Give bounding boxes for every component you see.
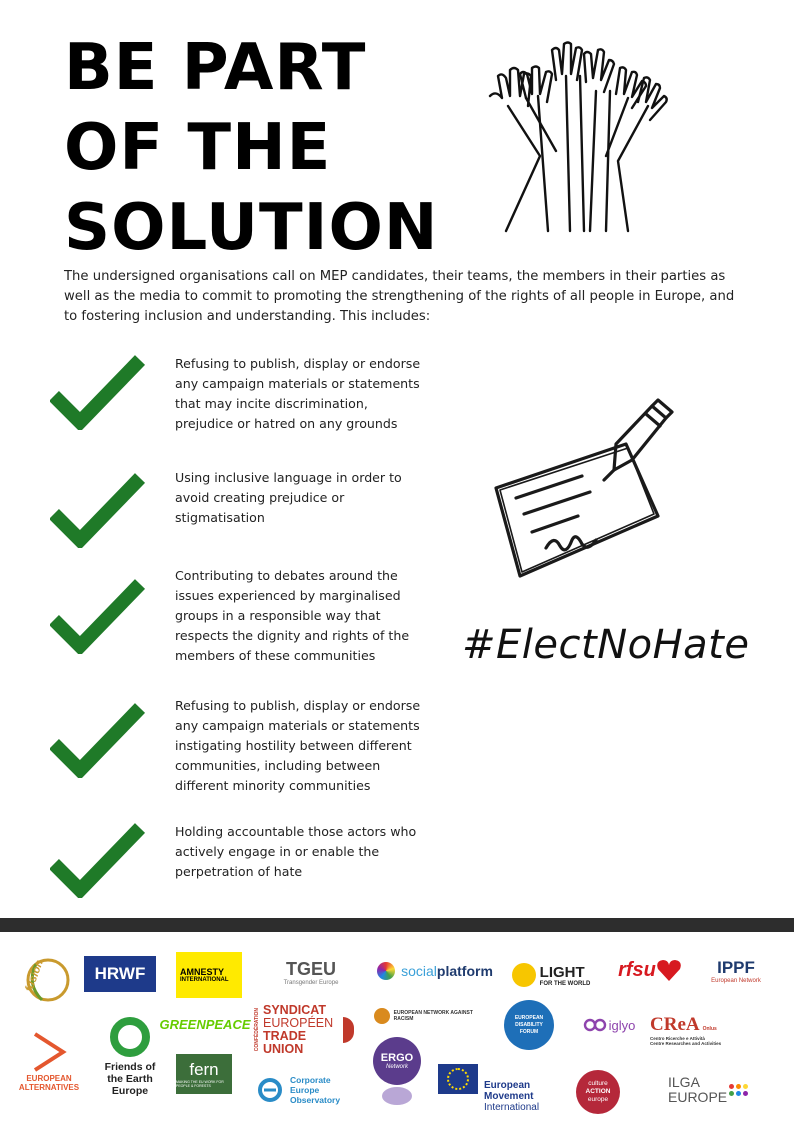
- checkmark-icon: [50, 700, 146, 778]
- fusion-globe-icon: [14, 948, 76, 1008]
- amnesty-line2: INTERNATIONAL: [180, 977, 229, 983]
- etuc-mark-icon: [343, 1017, 354, 1043]
- amnesty-line1: AMNESTY: [180, 967, 225, 977]
- ceo-icon: [256, 1076, 284, 1104]
- enar-logo: [374, 1006, 492, 1026]
- commitment-item: Refusing to publish, display or endorse any campaign materials or statements instigating hostility between different communities, including between different minority communities: [175, 698, 421, 793]
- ceo-line2: Europe: [290, 1085, 320, 1095]
- rfsu-label: rfsu: [618, 958, 656, 981]
- intro-paragraph: The undersigned organisations call on MEP candidates, their teams, the members in their parties as well as the media to commit to promoting the strengthening of the rights of all people in Europe, and to fostering inclusion and understanding. This includes:: [64, 269, 735, 324]
- edf-line1: EUROPEAN: [514, 1014, 544, 1021]
- ergo-badge: [373, 1037, 421, 1085]
- european-disability-forum-logo: [504, 1000, 554, 1050]
- amnesty-logo: [176, 952, 242, 998]
- fusion-logo: [14, 948, 76, 1008]
- hashtag: #ElectNoHate: [462, 622, 750, 668]
- foe-circle-icon: [110, 1017, 150, 1057]
- social-platform-a: social: [401, 963, 437, 979]
- cae-line1: culture: [588, 1080, 608, 1087]
- ilga-line1: ILGA: [668, 1074, 700, 1090]
- ea-line1: EUROPEAN: [26, 1074, 72, 1083]
- checkmark-icon: [50, 820, 146, 898]
- crea-label: CReA: [650, 1014, 700, 1035]
- light-label: LIGHT: [539, 963, 585, 981]
- commitment-item: Refusing to publish, display or endorse any campaign materials or statements that may incite discrimination, prejudice or hatred on any grounds: [175, 356, 421, 431]
- ilga-dots-icon: [729, 1084, 748, 1096]
- greenpeace-label: GREENPEACE: [159, 1016, 251, 1032]
- tgeu-sub: Transgender Europe: [283, 979, 339, 986]
- european-alternatives-logo: [14, 1016, 84, 1092]
- eu-flag-icon: [438, 1064, 478, 1094]
- etuc-line2: EUROPÉEN: [263, 1016, 334, 1030]
- ergo-logo: [370, 1036, 424, 1106]
- ergo-label: ERGO: [380, 1052, 414, 1064]
- fern-label: fern: [189, 1060, 219, 1079]
- title-line: OF THE: [64, 111, 332, 185]
- social-platform-icon: [377, 962, 395, 980]
- crea-line1: Centro Ricerche e Attività: [650, 1036, 705, 1041]
- culture-action-europe-logo: [576, 1070, 620, 1114]
- fusion-label: fusion: [23, 958, 46, 994]
- title-line: BE PART: [64, 31, 367, 105]
- crea-tag: Onlus: [702, 1026, 717, 1032]
- title-line: SOLUTION: [64, 191, 439, 265]
- commitment-item: Using inclusive language in order to avoid creating prejudice or stigmatisation: [175, 470, 402, 525]
- ippf-logo: [700, 954, 772, 988]
- ippf-sub: European Network: [711, 978, 761, 984]
- fern-logo: [176, 1054, 232, 1094]
- commitment-item: Holding accountable those actors who actively engage in or enable the perpetration of hate: [175, 824, 417, 879]
- light-for-the-world-logo: [508, 960, 594, 990]
- ea-line2: ALTERNATIVES: [18, 1083, 80, 1092]
- eu-stars-icon: [447, 1068, 469, 1090]
- corporate-europe-observatory-logo: [256, 1070, 356, 1110]
- etuc-logo: [254, 1004, 354, 1056]
- iglyo-logo: [574, 1012, 644, 1038]
- hrwf-logo: [84, 956, 156, 992]
- cae-line3: europe: [587, 1096, 609, 1103]
- etuc-line1: SYNDICAT: [263, 1003, 326, 1017]
- ea-arrow-icon: [29, 1030, 69, 1074]
- foe-line3: Europe: [111, 1085, 149, 1097]
- friends-of-the-earth-logo: [98, 1012, 162, 1102]
- checkmark-icon: [50, 576, 146, 654]
- tgeu-logo: [272, 950, 350, 994]
- emi-line3: International: [484, 1101, 540, 1113]
- social-platform-b: platform: [436, 963, 493, 979]
- foe-line2: the Earth: [107, 1073, 153, 1085]
- page-title: [64, 28, 438, 268]
- foe-line1: Friends of: [104, 1061, 156, 1073]
- heart-icon: [656, 957, 682, 983]
- cae-line2: ACTION: [585, 1088, 611, 1095]
- emi-line1: European: [484, 1079, 531, 1091]
- checkmark-icon: [50, 470, 146, 548]
- iglyo-label: iglyo: [608, 1017, 636, 1033]
- footer-divider: [0, 918, 794, 932]
- social-platform-logo: [370, 958, 500, 984]
- raised-hands-icon: [478, 36, 678, 236]
- ergo-sub: Network: [385, 1064, 408, 1070]
- edf-line2: DISABILITY: [515, 1021, 543, 1028]
- commitment-item: Contributing to debates around the issues experienced by marginalised groups in a responsible way that respects the dignity and rights of the members of these communities: [175, 568, 410, 663]
- etuc-line3: TRADE UNION: [263, 1029, 307, 1056]
- ilga-europe-logo: [668, 1072, 740, 1108]
- ilga-line2: EUROPE: [668, 1089, 728, 1105]
- fern-sub: MAKING THE EU WORK FOR PEOPLE & FORESTS: [176, 1080, 224, 1088]
- hrwf-label: HRWF: [94, 964, 146, 983]
- signing-document-icon: [486, 398, 676, 588]
- enar-icon: [374, 1008, 390, 1024]
- crea-logo: [650, 1008, 742, 1052]
- emi-line2: Movement: [484, 1090, 534, 1102]
- ippf-label: IPPF: [717, 958, 755, 977]
- sun-icon: [512, 963, 536, 987]
- rfsu-logo: [614, 950, 686, 990]
- crea-line2: Centre Researches and Activities: [650, 1041, 722, 1046]
- tgeu-label: TGEU: [285, 958, 336, 979]
- edf-line3: FORUM: [519, 1028, 539, 1035]
- ceo-line3: Observatory: [290, 1095, 341, 1105]
- checkmark-icon: [50, 352, 146, 430]
- enar-label: EUROPEAN NETWORK AGAINST RACISM: [393, 1010, 473, 1022]
- light-sub: FOR THE WORLD: [539, 980, 591, 987]
- ergo-mark-icon: [382, 1087, 412, 1105]
- ceo-line1: Corporate: [290, 1075, 331, 1085]
- iglyo-icon: [583, 1016, 607, 1034]
- etuc-side: CONFÉDÉRATION: [254, 1008, 260, 1052]
- greenpeace-logo: [158, 1012, 252, 1036]
- european-movement-international-logo: [484, 1078, 564, 1114]
